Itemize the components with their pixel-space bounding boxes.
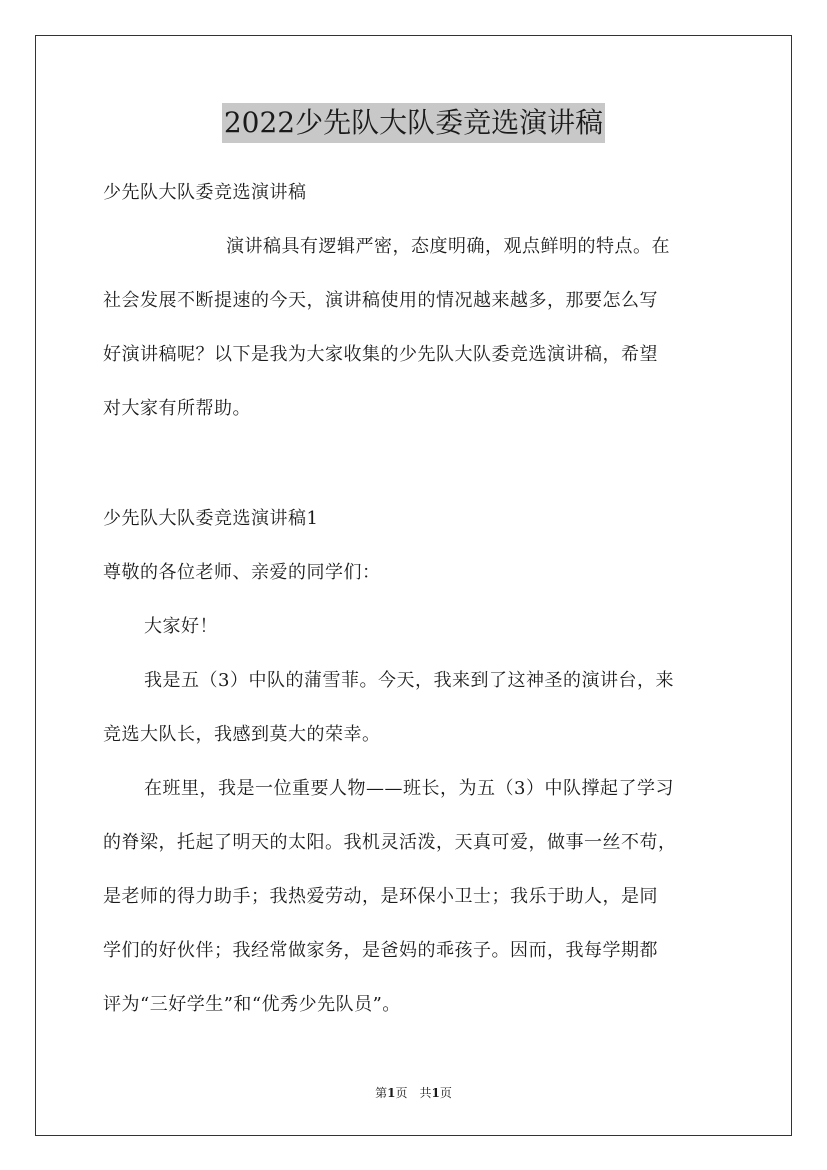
title-container	[0, 103, 827, 143]
paragraph2-line-4: 学们的好伙伴；我经常做家务，是爸妈的乖孩子。因而，我每学期都	[103, 940, 658, 961]
paragraph2-line-2: 的脊梁，托起了明天的太阳。我机灵活泼，天真可爱，做事一丝不苟，	[103, 832, 677, 853]
intro-line-1: 演讲稿具有逻辑严密，态度明确，观点鲜明的特点。在	[226, 236, 670, 257]
footer-page-suffix: 页	[439, 1086, 452, 1100]
footer-page-total: 1	[431, 1086, 440, 1100]
paragraph2-line-3: 是老师的得力助手；我热爱劳动，是环保小卫士；我乐于助人，是同	[103, 886, 658, 907]
page-footer	[0, 1085, 827, 1101]
footer-page-mid: 页 共	[395, 1086, 432, 1100]
paragraph2-line-5: 评为“三好学生”和“优秀少先队员”。	[103, 994, 401, 1015]
salutation: 尊敬的各位老师、亲爱的同学们：	[103, 562, 381, 583]
document-title: 2022少先队大队委竞选演讲稿	[222, 103, 605, 143]
document-subtitle: 少先队大队委竞选演讲稿	[103, 182, 307, 203]
section-heading: 少先队大队委竞选演讲稿1	[103, 508, 319, 529]
intro-line-2: 社会发展不断提速的今天，演讲稿使用的情况越来越多，那要怎么写	[103, 290, 658, 311]
intro-line-3: 好演讲稿呢？以下是我为大家收集的少先队大队委竞选演讲稿，希望	[103, 344, 658, 365]
greeting: 大家好！	[144, 616, 218, 637]
paragraph1-line-1: 我是五（3）中队的蒲雪菲。今天，我来到了这神圣的演讲台，来	[144, 670, 674, 691]
paragraph1-line-2: 竞选大队长，我感到莫大的荣幸。	[103, 724, 381, 745]
paragraph2-line-1: 在班里，我是一位重要人物——班长，为五（3）中队撑起了学习	[144, 778, 674, 799]
intro-line-4: 对大家有所帮助。	[103, 398, 251, 419]
footer-page-number: 1	[387, 1086, 396, 1100]
footer-page-prefix: 第	[375, 1086, 388, 1100]
